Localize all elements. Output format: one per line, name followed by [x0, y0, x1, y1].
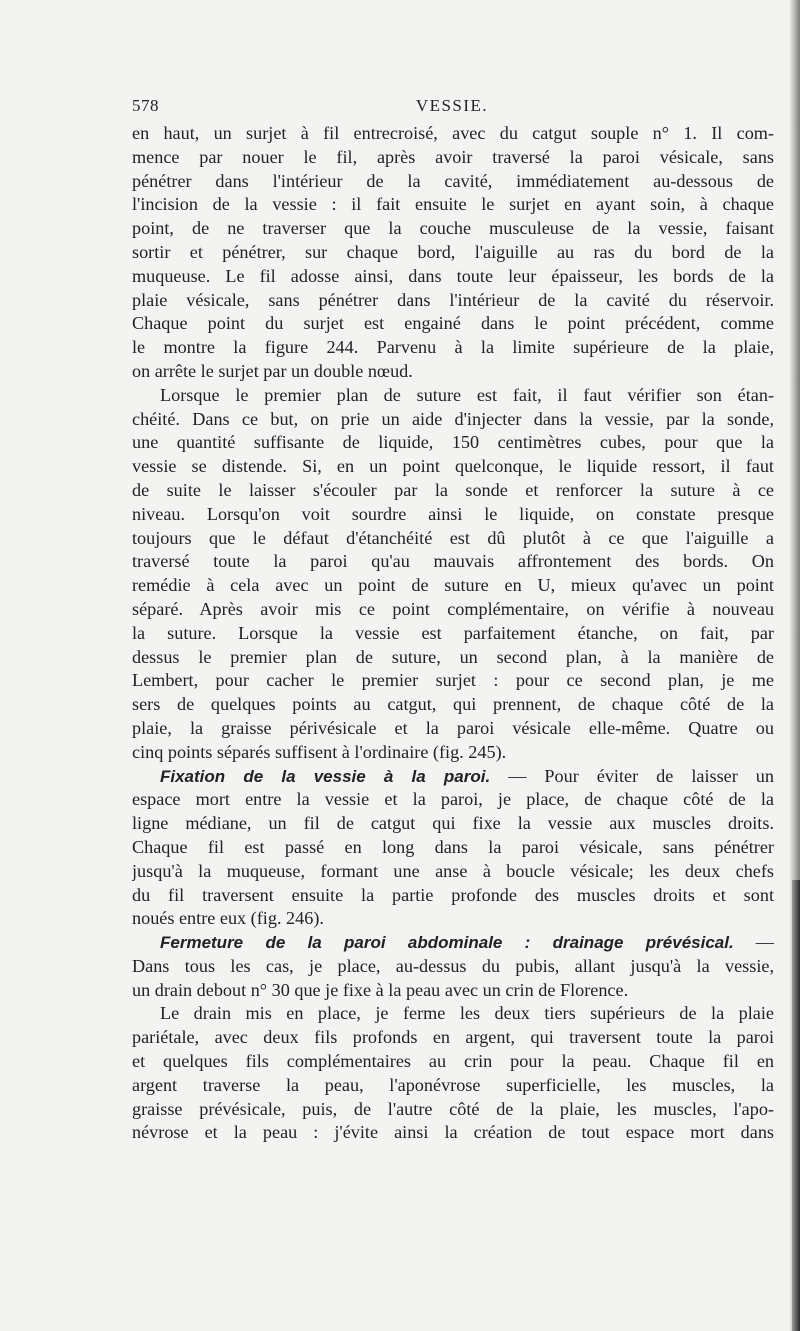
text-line: muqueuse. Le fil adosse ainsi, dans toute leur épaisseur, les bords de la [132, 265, 774, 286]
text-line: pénétrer dans l'intérieur de la cavité, immédiatement au-dessous de [132, 170, 774, 191]
text-line: Lorsque le premier plan de suture est fait, il faut vérifier son étan- [160, 384, 774, 405]
text-line: chéité. Dans ce but, on prie un aide d'injecter dans la vessie, par la sonde, [132, 408, 774, 429]
text-line [132, 765, 774, 789]
text-line: l'incision de la vessie : il fait ensuite le surjet en ayant soin, à chaque [132, 194, 774, 215]
text-line: vessie se distende. Si, en un point quelconque, le liquide ressort, il faut [132, 456, 774, 477]
text-line: en haut, un surjet à fil entrecroisé, avec du catgut souple n° 1. Il com- [132, 123, 774, 143]
scan-edge-shadow [792, 880, 800, 1331]
heading-continuation: — [733, 932, 774, 953]
text-line: mence par nouer le fil, après avoir traversé la paroi vésicale, sans [132, 146, 774, 167]
text-line: remédie à cela avec un point de suture en U, mieux qu'avec un point [132, 575, 774, 596]
text-line: pariétale, avec deux fils profonds en argent, qui traversent toute la paroi [132, 1027, 774, 1048]
text-line: Dans tous les cas, je place, au-dessus du pubis, allant jusqu'à la vessie, [132, 955, 774, 976]
section-heading: Fixation de la vessie à la paroi. [160, 766, 491, 786]
text-line: noués entre eux (fig. 246). [132, 908, 324, 929]
text-line: un drain debout n° 30 que je fixe à la peau avec un crin de Florence. [132, 979, 629, 1000]
text-line: Chaque fil est passé en long dans la paroi vésicale, sans pénétrer [132, 836, 774, 857]
section-heading: Fermeture de la paroi abdominale : drainage prévésical. [160, 933, 734, 953]
text-line: névrose et la peau : j'évite ainsi la création de tout espace mort dans [132, 1122, 774, 1143]
text-line: argent traverse la peau, l'aponévrose superficielle, les muscles, la [132, 1074, 774, 1095]
text-line [132, 931, 774, 955]
text-line: on arrête le surjet par un double nœud. [132, 360, 413, 381]
text-line: une quantité suffisante de liquide, 150 centimètres cubes, pour que la [132, 432, 774, 453]
page-header [132, 96, 772, 122]
text-line: de suite le laisser s'écouler par la sonde et renforcer la suture à ce [132, 479, 774, 500]
page-number: 578 [132, 96, 159, 115]
text-line: plaie, la graisse périvésicale et la paroi vésicale elle-même. Quatre ou [132, 717, 774, 738]
text-line: du fil traversent ensuite la partie profonde des muscles droits et sont [132, 884, 774, 905]
text-line: séparé. Après avoir mis ce point complémentaire, on vérifie à nouveau [132, 598, 774, 619]
text-line: cinq points séparés suffisent à l'ordinaire (fig. 245). [132, 741, 507, 762]
text-line: plaie vésicale, sans pénétrer dans l'intérieur de la cavité du réservoir. [132, 289, 774, 310]
text-line: point, de ne traverser que la couche musculeuse de la vessie, faisant [132, 218, 774, 239]
text-line: Chaque point du surjet est engainé dans le point précédent, comme [132, 313, 774, 334]
text-line: Le drain mis en place, je ferme les deux tiers supérieurs de la plaie [160, 1003, 774, 1024]
body-text [132, 122, 774, 1145]
text-line: niveau. Lorsqu'on voit sourdre ainsi le liquide, on constate presque [132, 503, 774, 524]
text-line: toujours que le défaut d'étanchéité est dû plutôt à ce que l'aiguille a [132, 527, 774, 548]
text-line: le montre la figure 244. Parvenu à la limite supérieure de la plaie, [132, 337, 774, 358]
text-line: espace mort entre la vessie et la paroi, je place, de chaque côté de la [132, 789, 774, 810]
running-head: VESSIE. [415, 96, 489, 115]
text-line: traversé toute la paroi qu'au mauvais affrontement des bords. On [132, 551, 774, 572]
text-line: Lembert, pour cacher le premier surjet : pour ce second plan, je me [132, 670, 774, 691]
text-line: sers de quelques points au catgut, qui prennent, de chaque côté de la [132, 694, 774, 715]
text-line: et quelques fils complémentaires au crin pour la peau. Chaque fil en [132, 1051, 774, 1072]
text-line: ligne médiane, un fil de catgut qui fixe la vessie aux muscles droits. [132, 813, 774, 834]
heading-continuation: — Pour éviter de laisser un [490, 765, 774, 786]
text-line: jusqu'à la muqueuse, formant une anse à boucle vésicale; les deux chefs [132, 860, 774, 881]
text-line: la suture. Lorsque la vessie est parfaitement étanche, on fait, par [132, 622, 774, 643]
text-line: graisse prévésicale, puis, de l'autre côté de la plaie, les muscles, l'apo- [132, 1098, 774, 1119]
text-line: dessus le premier plan de suture, un second plan, à la manière de [132, 646, 774, 667]
text-line: sortir et pénétrer, sur chaque bord, l'aiguille au ras du bord de la [132, 241, 774, 262]
